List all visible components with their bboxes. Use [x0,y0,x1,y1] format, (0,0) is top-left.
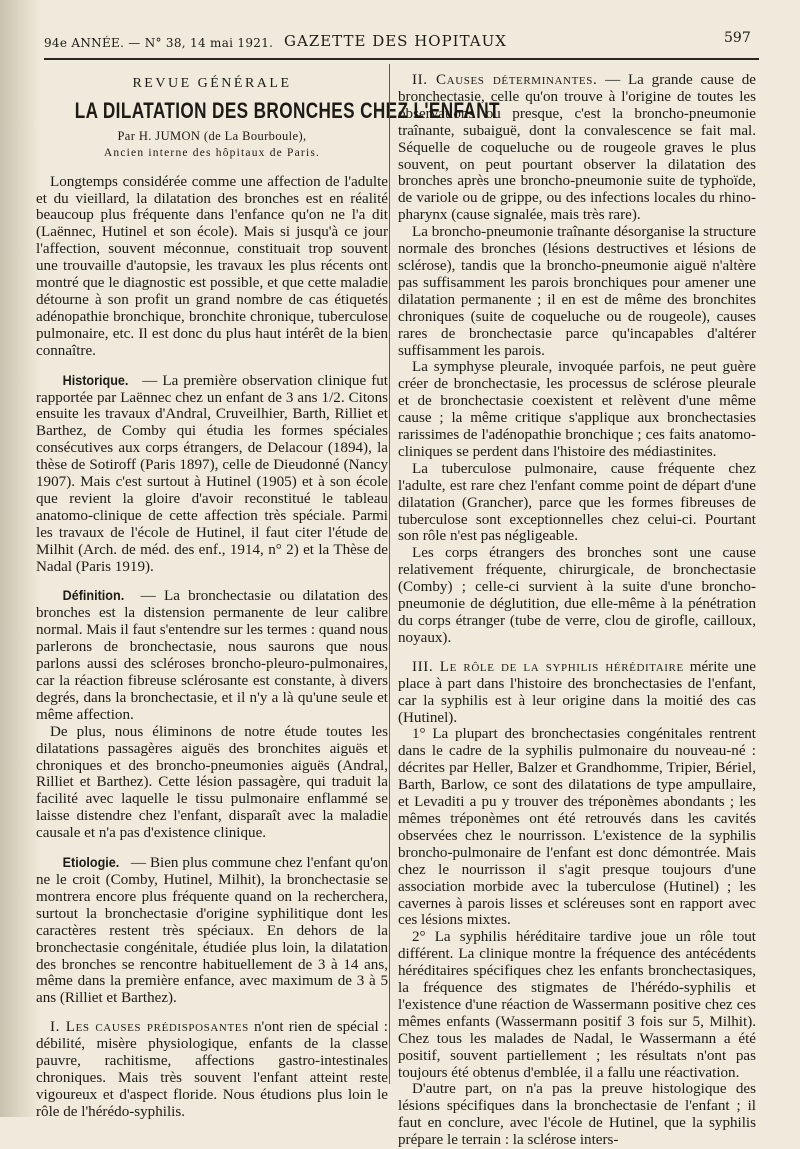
intro-paragraph: Longtemps considérée comme une affection de l'adulte et du vieillard, la dilatation des bronches est en réalité beaucoup plus fréquente dans l'enfance qu'on ne l'a dit (Laënnec, Hutinel et son école). Mais si jusqu'à ce jour l'affection, souvent méconnue, constituait trop souvent une trouvaille d'autopsie, les travaux les plus récents ont montré que le diagnostic est possible, et que cette maladie détourne à son profit un grand nombre de cas étiquetés adénopathie bronchique, bronchite chronique, tuberculose pulmonaire, etc. Il est donc du plus haut intérêt de la bien connaître. [36,173,388,359]
syphilis-text: mérite une place à part dans l'histoire des bronchectasies de l'enfant, car la syphilis est à leur origine dans la moitié des cas (Hutinel). [398,658,756,726]
right-paragraph-7: 1° La plupart des bronchectasies congénitales rentrent dans le cadre de la syphilis pulmonaire du nouveau-né : décrites par Heller, Balzer et Grandhomme, Tripier, Bériel, Barth, Barlow, ce sont des dilatations de type ampullaire, et Levaditi a pu y trouver des tréponèmes abondants ; les mêmes tréponèmes ont été retrouvés dans les cavités observées chez le nourrisson. L'existence de la syphilis broncho-pulmonaire de l'enfant est donc démontrée. Mais chez le nourrisson il s'agit presque toujours d'une association morbide avec la tuberculose (Hutinel) ; les cavernes à parois lisses et scléreuses sont en rapport avec ces lésions mixtes. [398,726,756,929]
syphilis-heading: III. Le rôle de la syphilis héréditaire [412,658,684,675]
column-divider [389,64,390,1084]
etiologie-text: — Bien plus commune chez l'enfant qu'on ne le croit (Comby, Hutinel, Milhit), la bronchectasie se montrera encore plus fréquente quand on la recherchera, surtout la bronchectasie d'origine syphilitique dont les caractères restent très spéciaux. En dehors de la bronchectasie congénitale, étudiée plus loin, la dilatation des bronches se rencontre habituellement de 3 à 14 ans, même dans la première enfance, avec maximum de 3 à 5 ans (Rilliet et Barthez). [36,855,388,1007]
causes-predisposantes-paragraph [36,1019,388,1120]
definition-paragraph-2: De plus, nous éliminons de notre étude toutes les dilatations passagères aiguës des bronchites aiguës et chroniques et des broncho-pneumonies aiguës (Andral, Rilliet et Barthez). Cette lésion passagère, qui traduit la facilité avec laquelle le tissu pulmonaire enflammé se laisse distendre chez l'enfant, disparaît avec la maladie causale et n'a pas d'existence clinique. [36,723,388,842]
right-paragraph-5: Les corps étrangers des bronches sont une cause relativement fréquente, chirurgicale, de bronchectasie (Comby) ; celle-ci survient à la suite d'une broncho-pneumonie de déglutition, due elle-même à la pénétration du corps étranger (tube de verre, clou de girofle, cailloux, noyaux). [398,545,756,646]
historique-heading: Historique. [62,371,129,388]
etiologie-paragraph [36,854,388,1007]
definition-paragraph [36,587,388,723]
right-paragraph-4: La tuberculose pulmonaire, cause fréquente chez l'adulte, est rare chez l'enfant comme point de départ d'une dilatation (Grancher), parce que les formes fibreuses de tuberculose sont exceptionnelles chez celui-ci. Pourtant son rôle n'est pas négligeable. [398,460,756,545]
left-column [36,72,500,1121]
causes-determinantes-paragraph [398,72,756,224]
page-header [44,30,754,56]
author-line: Par H. JUMON (de La Bourboule), [117,128,307,143]
right-paragraph-3: La symphyse pleurale, invoquée parfois, ne peut guère créer de bronchectasie, les processus de sclérose pleurale et de bronchectasie coexistent et relèvent d'une même cause ; la même critique s'applique aux bronchectasies rarissimes de l'adénopathie bronchique ; ces faits anatomo-cliniques se perdent dans l'histoire des médiastinites. [398,359,756,460]
right-paragraph-9: D'autre part, on n'a pas la preuve histologique des lésions spécifiques dans la bronchectasie de l'enfant ; il faut en conclure, avec l'école de Hutinel, que la syphilis prépare le terrain : la sclérose inters- [398,1081,756,1149]
page-binding-shadow [0,0,40,1117]
definition-heading: Définition. [62,587,125,604]
etiologie-heading: Etiologie. [62,854,120,871]
definition-text: — La bronchectasie ou dilatation des bronches est la distension permanente de leur calibre normal. Mais il faut s'entendre sur les termes : quand nous parlerons de bronchectasie, nous saurons que nous parlons aussi des scléroses broncho-pleuro-pulmonaires, car la réaction fibreuse sclérosante est constante, à divers degrés, dans la bronchectasie, et il n'y a là qu'une seule et même affection. [36,588,388,723]
author-title: Ancien interne des hôpitaux de Paris. [103,146,321,159]
syphilis-paragraph [398,659,756,727]
section-label: REVUE GÉNÉRALE [132,76,292,91]
causes-determinantes-heading: II. Causes déterminantes. [412,72,598,88]
causes-determinantes-text: — La grande cause de bronchectasie, celle qu'on trouve à l'origine de toutes les observations ou presque, c'est la broncho-pneumonie traînante, subaiguë, dont la convalescence se fait mal. Séquelle de coqueluche ou de rougeole graves le plus souvent, on peut pourtant observer la dilatation des bronches après une broncho-pneumonie suite de typhoïde, de variole ou de grippe, ou des infections locales du rhino-pharynx (cause signalée, mais très rare). [398,72,757,224]
causes-predisposantes-text: n'ont rien de spécial : débilité, misère physiologique, enfants de la classe pauvre, rachitisme, affections gastro-intestinales chroniques. Mais très souvent l'enfant atteint reste vigoureux et d'aspect floride. Nous étudions plus loin le rôle de l'hérédo-syphilis. [36,1019,389,1120]
historique-text: — La première observation clinique fut rapportée par Laënnec chez un enfant de 3 ans 1/2. Citons ensuite les travaux d'Andral, Cruveilhier, Barth, Rilliet et Barthez, de Comby qui étudia les formes spéciales consécutives aux corps étrangers, de Delacour (1894), la thèse de Sotiroff (Paris 1897), celle de Dieudonné (Nancy 1907). Mais c'est surtout à Hutinel (1905) et à son école que revient la gloire d'avoir reconstitué le tableau anatomo-clinique de cette affection très spéciale. Parmi les travaux de l'école de Hutinel, il faut citer l'étude de Milhit (Arch. de méd. des enf., 1914, n° 2) et la Thèse de Nadal (Paris 1919). [36,372,388,575]
issue-info: 94e ANNÉE. — N° 38, 14 mai 1921. [44,36,274,50]
right-column [398,72,756,1149]
right-paragraph-2: La broncho-pneumonie traînante désorganise la structure normale des bronches (lésions destructives et lésions de sclérose), tandis que la broncho-pneumonie aiguë n'altère pas suffisamment les parois bronchiques pour amener une dilatation permanente ; il en est de même des bronchites chroniques (suite de coqueluche ou de rougeole), causes rares de bronchectasie parce qu'incapables d'altérer suffisamment les parois. [398,224,756,359]
header-rule [44,58,759,60]
right-paragraph-8: 2° La syphilis héréditaire tardive joue un rôle tout différent. La clinique montre la fréquence des antécédents héréditaires spécifiques chez les enfants bronchectasiques, la fréquence des stigmates de l'hérédo-syphilis et l'existence d'une réaction de Wassermann positive chez ces mêmes enfants (Wassermann positif 3 fois sur 5, Milhit). Chez tous les malades de Nadal, le Wassermann a été positif, souvent partiellement ; les résultats n'ont pas toujours été obtenus d'emblée, il a fallu une réactivation. [398,929,756,1081]
page-number: 597 [724,30,751,46]
article-title: LA DILATATION DES BRONCHES CHEZ L'ENFANT [74,97,500,123]
historique-paragraph [36,372,388,576]
journal-title: GAZETTE DES HOPITAUX [284,32,507,50]
causes-predisposantes-heading: I. Les causes prédisposantes [50,1019,249,1036]
